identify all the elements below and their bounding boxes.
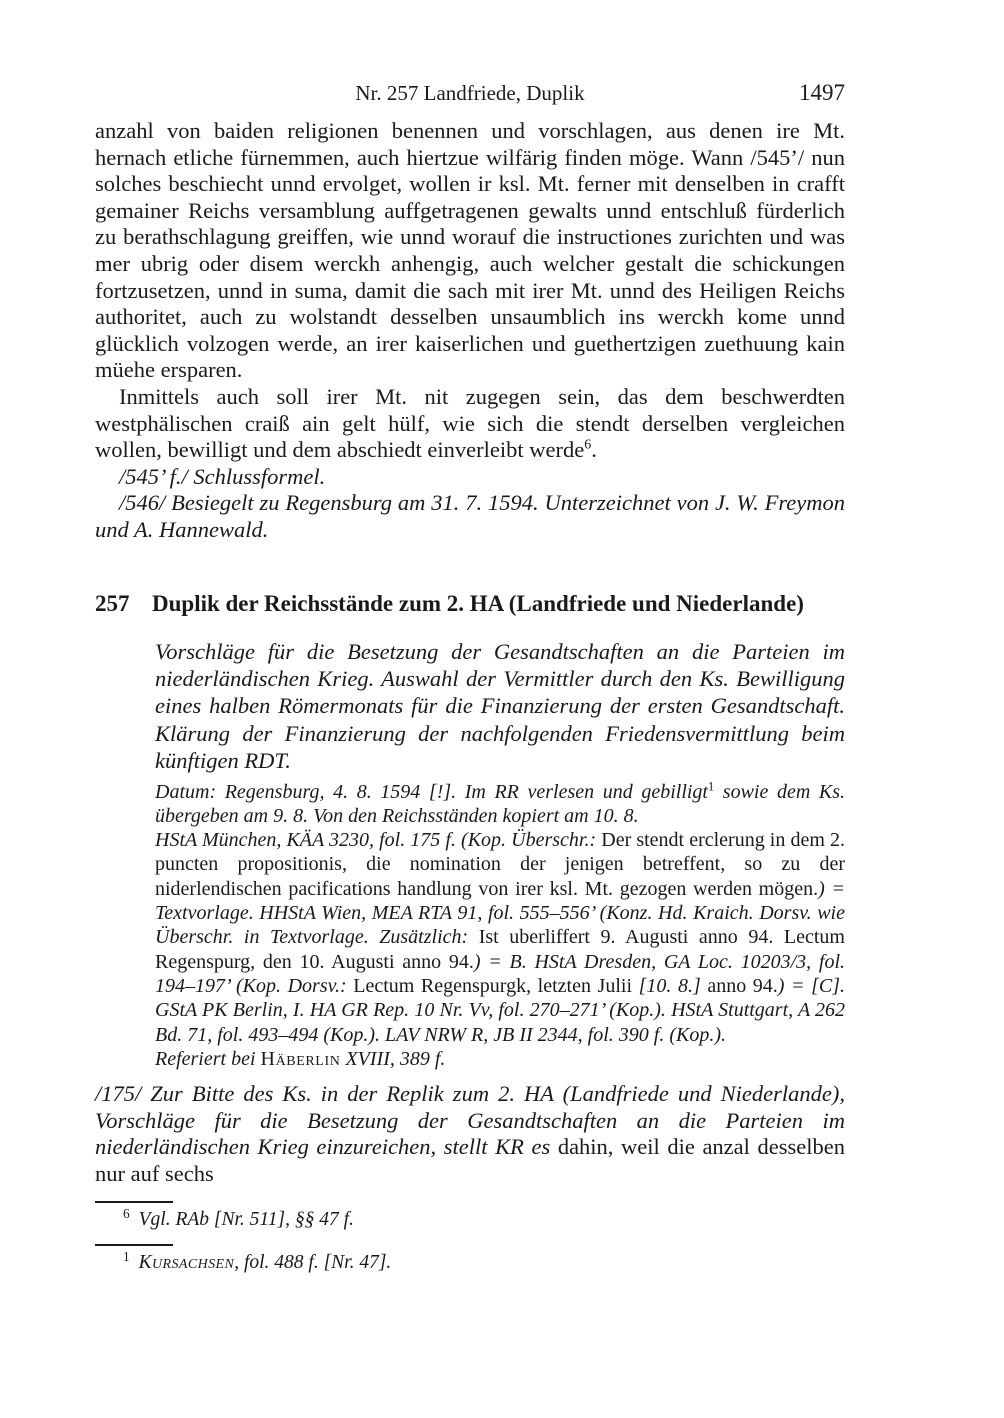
footnotes <box>95 1187 845 1274</box>
text-run: Lectum Regenspurgk, letzten Julii <box>353 974 639 997</box>
text-run: ) = [C]. GStA PK Berlin, I. HA GR Rep. 10 Nr. Vv, fol. 270–271’ (Kop.). HStA Stuttgart, A 262 Bd. 71, fol. 493–494 (Kop.). LAV NRW R, JB II 2344, fol. 390 f. (Kop.). <box>155 974 845 1046</box>
text-run: anzahl von baiden religionen benennen und vorschlagen, aus denen ire Mt. hernach etliche fürnemmen, auch hiertzue wilfärig finden möge. Wann /545’/ nun solches beschiecht unnd ervolget, wollen ir ksl. Mt. ferner mit denselben in crafft gemainer Reichs versamblung auffgetragenen gewalts unnd entschluß fürderlich zu berathschlagung greiffen, wie unnd worauf die instructiones zurichten und was mer ubrig oder disem werckh anhengig, auch welcher gestalt die schickungen fortzusetzen, unnd in suma, damit die sach mit irer Mt. unnd des Heiligen Reichs authoritet, auch zu wolstandt desselben unsaumblich ins werckh kome unnd glücklich volzogen werde, an irer kaiserlichen und guethertzigen zuethuung kain müehe ersparen. <box>95 118 845 383</box>
text-run: /545’ f./ Schlussformel. <box>119 463 326 489</box>
text-run: ) = Textvorlage. HHStA Wien, MEA RTA 91, fol. 555–556’ (Konz. Hd. Kraich. Dorsv. wie Überschr. in Textvorlage. Zusätzlich: <box>155 877 846 949</box>
section-title: Duplik der Reichsstände zum 2. HA (Landfriede und Niederlande) <box>152 590 804 616</box>
document-blocks <box>95 118 845 1187</box>
text-run: Referiert bei <box>155 1047 261 1070</box>
text-run: HStA München, KÄA 3230, fol. 175 f. (Kop. Überschr.: <box>155 829 602 852</box>
footnote-1 <box>95 1248 845 1274</box>
paragraph-opening <box>95 118 845 384</box>
footnote-rule <box>95 1244 173 1246</box>
text-run: /546/ Besiegelt zu Regensburg am 31. 7. 1594. Unterzeichnet von J. W. Freymon und A. Hannewald. <box>95 490 845 542</box>
text-run: Inmittels auch soll irer Mt. nit zugegen sein, das dem beschwerdten westphälischen craiß ain gelt hülf, wie sich die stendt derselben vergleichen wollen, bewilligt und dem abschiedt einverleibt werde <box>95 383 845 463</box>
text-run: Kursachsen <box>138 1252 235 1274</box>
text-run: [10. 8.] <box>638 974 708 997</box>
paragraph-source-apparatus <box>155 828 845 1047</box>
section-heading-257 <box>95 589 845 619</box>
running-title: Nr. 257 Landfriede, Duplik <box>355 81 585 105</box>
text-run: sowie dem Ks. übergeben am 9. 8. Von den Reichsständen kopiert am 10. 8. <box>155 780 846 827</box>
paragraph-besiegelt <box>95 490 845 543</box>
text-run: XVIII, 389 f. <box>340 1047 446 1070</box>
paragraph-summary <box>155 638 845 775</box>
paragraph-schlussformel <box>95 464 845 491</box>
text-run: , fol. 488 f. [Nr. 47]. <box>234 1252 392 1274</box>
paragraph-closing <box>95 1081 845 1187</box>
text-run: /175/ Zur Bitte des Ks. in der Replik zum 2. HA (Landfriede und Niederlande), Vorschläge für die Besetzung der Gesandtschaften an die Parteien im niederländischen Krieg einzureichen, stellt KR es <box>95 1081 845 1160</box>
text-run: Vgl. RAb [Nr. 511], §§ 47 f. <box>138 1209 354 1231</box>
footnote-marker: 6 <box>123 1205 130 1221</box>
text-run: dahin, weil die anzal desselben nur auf sechs <box>95 1134 845 1186</box>
text-run: Vorschläge für die Besetzung der Gesandtschaften an die Parteien im niederländischen Krieg. Auswahl der Vermittler durch den Ks. Bewilligung eines halben Römermonats für die Finanzierung der ersten Gesandtschaft. Klärung der Finanzierung der nachfolgenden Friedensvermittlung beim künftigen RDT. <box>155 638 845 774</box>
page-content <box>95 118 845 1287</box>
footnote-marker: 1 <box>123 1248 130 1264</box>
paragraph-inmittels <box>95 384 845 464</box>
paragraph-referiert <box>155 1047 845 1071</box>
text-run: . <box>591 437 597 463</box>
text-run: anno 94. <box>707 974 778 997</box>
paragraph-datum <box>155 780 845 829</box>
text-run: Ist uberliffert 9. Augusti anno 94. Lectum Regenspurg, den 10. Augusti anno 94. <box>155 926 845 973</box>
text-run: Häberlin <box>260 1047 341 1070</box>
running-head <box>95 80 845 106</box>
section-number: 257 <box>95 590 130 616</box>
text-run: 1 <box>708 778 715 793</box>
text-run: 6 <box>584 437 592 453</box>
footnote-rule <box>95 1201 173 1203</box>
page-number: 1497 <box>799 80 845 105</box>
footnote-6 <box>95 1205 845 1231</box>
text-run: ) = B. HStA Dresden, GA Loc. 10203/3, fol. 194–197’ (Kop. Dorsv.: <box>155 950 846 997</box>
text-run: Datum: Regensburg, 4. 8. 1594 [!]. Im RR verlesen und gebilligt <box>155 780 708 803</box>
text-run: Der stendt erclerung in dem 2. puncten propositionis, die nomination der jenigen betreffent, so zu der niderlendischen pacifications handlung von irer ksl. Mt. gezogen werden mögen. <box>155 829 845 900</box>
